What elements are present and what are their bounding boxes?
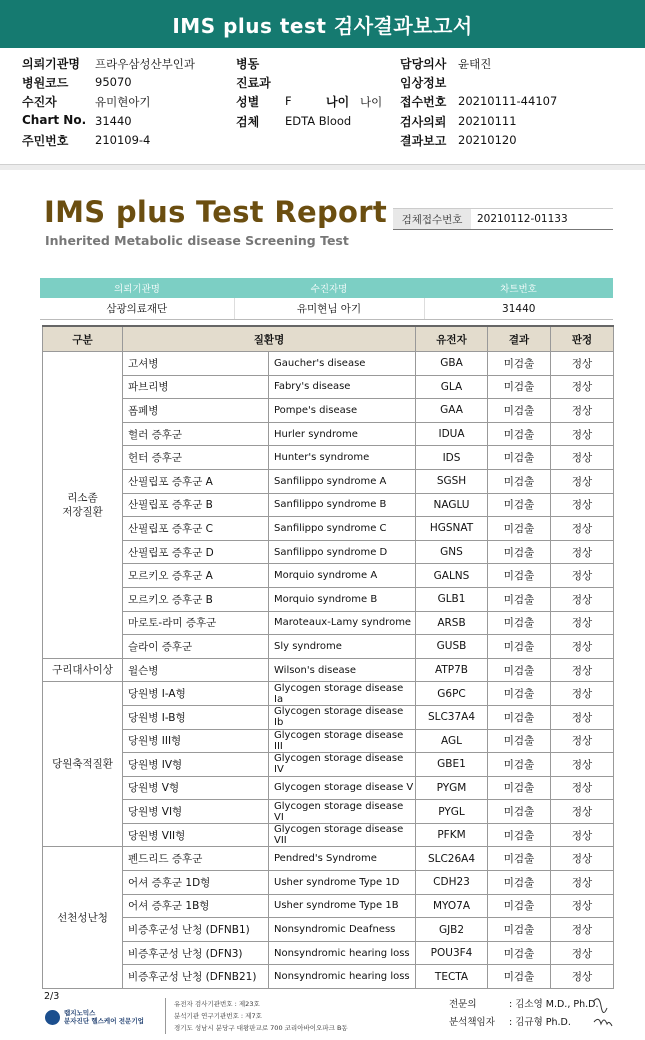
table-row <box>43 611 614 635</box>
disease-korean-cell: 산필립포 증후군 C <box>123 517 269 541</box>
accession-value: 20210112-01133 <box>477 213 568 225</box>
table-row <box>43 941 614 965</box>
specimen-label: 검체 <box>236 115 260 129</box>
category-cell: 선천성난청 <box>43 847 123 989</box>
disease-korean-cell: 마로토-라미 증후군 <box>123 611 269 635</box>
patient-info-block <box>22 55 632 155</box>
result-cell: 미검출 <box>488 894 551 918</box>
institution-details <box>165 998 348 1034</box>
disease-korean-cell: 어셔 증후군 1D형 <box>123 871 269 895</box>
table-row <box>43 540 614 564</box>
patient-header-name: 수진자명 <box>234 278 424 298</box>
disease-english-cell: Usher syndrome Type 1B <box>269 894 416 918</box>
disease-korean-cell: 산필립포 증후군 D <box>123 540 269 564</box>
dept-label: 진료과 <box>236 76 271 90</box>
disease-english-cell: Nonsyndromic hearing loss <box>269 941 416 965</box>
judgement-cell: 정상 <box>551 422 614 446</box>
result-cell: 미검출 <box>488 422 551 446</box>
gene-cell: AGL <box>416 729 488 753</box>
company-logo-text <box>64 1009 144 1025</box>
result-cell: 미검출 <box>488 753 551 777</box>
disease-korean-cell: 어셔 증후군 1B형 <box>123 894 269 918</box>
disease-korean-cell: 헐러 증후군 <box>123 422 269 446</box>
handwritten-signature <box>590 992 616 1032</box>
disease-korean-cell: 고셔병 <box>123 352 269 376</box>
disease-english-cell: Nonsyndromic Deafness <box>269 918 416 942</box>
table-row <box>43 493 614 517</box>
gene-cell: IDS <box>416 446 488 470</box>
result-cell: 미검출 <box>488 682 551 706</box>
sex-value: F <box>285 94 292 108</box>
disease-english-cell: Nonsyndromic hearing loss <box>269 965 416 989</box>
disease-english-cell: Pendred's Syndrome <box>269 847 416 871</box>
judgement-cell: 정상 <box>551 399 614 423</box>
disease-english-cell: Glycogen storage disease Ib <box>269 705 416 729</box>
doctor-label: 담당의사 <box>400 57 447 71</box>
disease-english-cell: Glycogen storage disease IV <box>269 753 416 777</box>
table-row <box>43 375 614 399</box>
result-cell: 미검출 <box>488 941 551 965</box>
table-row <box>43 517 614 541</box>
patient-name: 유미현님 아기 <box>234 298 424 320</box>
category-cell: 구리대사이상 <box>43 658 123 682</box>
gene-cell: TECTA <box>416 965 488 989</box>
chart-no-label: Chart No. <box>22 113 87 127</box>
judgement-cell: 정상 <box>551 847 614 871</box>
table-row <box>43 682 614 706</box>
judgement-cell: 정상 <box>551 776 614 800</box>
gene-cell: GAA <box>416 399 488 423</box>
receipt-no-label: 접수번호 <box>400 95 447 109</box>
judgement-cell: 정상 <box>551 729 614 753</box>
specialist-name: : 김소영 M.D., Ph.D. <box>509 999 599 1010</box>
judgement-cell: 정상 <box>551 564 614 588</box>
footer-line: 경기도 성남시 분당구 대왕판교로 700 코리아바이오파크 B동 <box>174 1024 348 1032</box>
result-cell: 미검출 <box>488 493 551 517</box>
patient-summary-table <box>40 278 613 320</box>
table-row <box>43 800 614 824</box>
table-row <box>43 422 614 446</box>
judgement-cell: 정상 <box>551 823 614 847</box>
gene-cell: SLC37A4 <box>416 705 488 729</box>
judgement-cell: 정상 <box>551 753 614 777</box>
disease-english-cell: Wilson's disease <box>269 658 416 682</box>
recipient-value: 유미현아기 <box>95 95 151 109</box>
judgement-cell: 정상 <box>551 469 614 493</box>
specimen-value: EDTA Blood <box>285 114 352 128</box>
result-cell: 미검출 <box>488 776 551 800</box>
result-cell: 미검출 <box>488 399 551 423</box>
gene-cell: CDH23 <box>416 871 488 895</box>
footer-line: 유전자 검사기관번호 : 제23호 <box>174 1000 260 1008</box>
chart-no-value: 31440 <box>95 114 132 128</box>
gene-cell: G6PC <box>416 682 488 706</box>
hospital-code-label: 병원코드 <box>22 76 69 90</box>
col-header-judgement: 판정 <box>551 326 614 352</box>
disease-korean-cell: 당원병 IV형 <box>123 753 269 777</box>
result-cell: 미검출 <box>488 375 551 399</box>
judgement-cell: 정상 <box>551 375 614 399</box>
gene-cell: GUSB <box>416 635 488 659</box>
result-cell: 미검출 <box>488 871 551 895</box>
col-header-gene: 유전자 <box>416 326 488 352</box>
table-row <box>43 894 614 918</box>
receipt-no-value: 20210111-44107 <box>458 94 558 108</box>
result-cell: 미검출 <box>488 564 551 588</box>
disease-english-cell: Pompe's disease <box>269 399 416 423</box>
judgement-cell: 정상 <box>551 918 614 942</box>
company-logo-icon <box>45 1010 60 1025</box>
gene-cell: GLB1 <box>416 587 488 611</box>
table-row <box>43 564 614 588</box>
judgement-cell: 정상 <box>551 658 614 682</box>
disease-korean-cell: 비증후군성 난청 (DFNB1) <box>123 918 269 942</box>
disease-korean-cell: 당원병 V형 <box>123 776 269 800</box>
judgement-cell: 정상 <box>551 352 614 376</box>
disease-korean-cell: 모르키오 증후군 A <box>123 564 269 588</box>
disease-english-cell: Glycogen storage disease III <box>269 729 416 753</box>
document-title: IMS plus test 검사결과보고서 <box>0 0 645 48</box>
table-row <box>43 847 614 871</box>
judgement-cell: 정상 <box>551 611 614 635</box>
table-row <box>43 776 614 800</box>
col-header-result: 결과 <box>488 326 551 352</box>
result-cell: 미검출 <box>488 658 551 682</box>
patient-chart: 31440 <box>424 298 613 320</box>
footer-line: 분석기관 연구기관번호 : 제7호 <box>174 1012 262 1020</box>
table-row <box>43 352 614 376</box>
disease-english-cell: Gaucher's disease <box>269 352 416 376</box>
results-table <box>42 325 614 989</box>
disease-korean-cell: 파브리병 <box>123 375 269 399</box>
disease-english-cell: Sanfilippo syndrome B <box>269 493 416 517</box>
disease-english-cell: Sanfilippo syndrome C <box>269 517 416 541</box>
result-cell: 미검출 <box>488 729 551 753</box>
disease-korean-cell: 당원병 III형 <box>123 729 269 753</box>
result-cell: 미검출 <box>488 800 551 824</box>
col-header-disease: 질환명 <box>123 326 416 352</box>
gene-cell: ATP7B <box>416 658 488 682</box>
report-title: IMS plus Test Report <box>44 195 387 229</box>
result-cell: 미검출 <box>488 965 551 989</box>
result-cell: 미검출 <box>488 469 551 493</box>
gene-cell: PYGM <box>416 776 488 800</box>
table-row <box>43 965 614 989</box>
disease-korean-cell: 폼페병 <box>123 399 269 423</box>
gene-cell: MYO7A <box>416 894 488 918</box>
disease-english-cell: Morquio syndrome A <box>269 564 416 588</box>
page-number: 2/3 <box>44 991 60 1002</box>
col-header-category: 구분 <box>43 326 123 352</box>
gene-cell: ARSB <box>416 611 488 635</box>
disease-korean-cell: 산필립포 증후군 A <box>123 469 269 493</box>
recipient-label: 수진자 <box>22 95 57 109</box>
result-cell: 미검출 <box>488 352 551 376</box>
disease-english-cell: Glycogen storage disease VI <box>269 800 416 824</box>
category-cell: 당원축적질환 <box>43 682 123 847</box>
gene-cell: GJB2 <box>416 918 488 942</box>
resident-no-label: 주민번호 <box>22 134 69 148</box>
institution-value: 프라우삼성산부인과 <box>95 57 195 71</box>
gene-cell: HGSNAT <box>416 517 488 541</box>
result-cell: 미검출 <box>488 823 551 847</box>
result-cell: 미검출 <box>488 517 551 541</box>
disease-english-cell: Morquio syndrome B <box>269 587 416 611</box>
judgement-cell: 정상 <box>551 965 614 989</box>
disease-english-cell: Glycogen storage disease V <box>269 776 416 800</box>
disease-korean-cell: 당원병 I-A형 <box>123 682 269 706</box>
disease-korean-cell: 펜드리드 증후군 <box>123 847 269 871</box>
accession-label: 검체접수번호 <box>393 209 471 229</box>
disease-korean-cell: 슬라이 증후군 <box>123 635 269 659</box>
disease-korean-cell: 당원병 VI형 <box>123 800 269 824</box>
request-value: 20210111 <box>458 114 517 128</box>
result-cell: 미검출 <box>488 587 551 611</box>
gene-cell: IDUA <box>416 422 488 446</box>
patient-header-institution: 의뢰기관명 <box>40 278 234 298</box>
analyst-label: 분석책임자 <box>449 1017 495 1028</box>
disease-english-cell: Usher syndrome Type 1D <box>269 871 416 895</box>
result-cell: 미검출 <box>488 705 551 729</box>
disease-english-cell: Glycogen storage disease VII <box>269 823 416 847</box>
result-cell: 미검출 <box>488 918 551 942</box>
table-row <box>43 446 614 470</box>
hospital-code-value: 95070 <box>95 75 132 89</box>
disease-english-cell: Fabry's disease <box>269 375 416 399</box>
gene-cell: GNS <box>416 540 488 564</box>
judgement-cell: 정상 <box>551 446 614 470</box>
disease-korean-cell: 산필립포 증후군 B <box>123 493 269 517</box>
disease-korean-cell: 윌슨병 <box>123 658 269 682</box>
disease-english-cell: Maroteaux-Lamy syndrome <box>269 611 416 635</box>
disease-english-cell: Glycogen storage disease Ia <box>269 682 416 706</box>
disease-english-cell: Sanfilippo syndrome D <box>269 540 416 564</box>
report-page <box>0 170 645 1040</box>
patient-header-chart: 차트번호 <box>424 278 613 298</box>
age-label: 나이 <box>326 95 350 109</box>
table-row <box>43 918 614 942</box>
signatures <box>449 996 598 1032</box>
gene-cell: GBE1 <box>416 753 488 777</box>
judgement-cell: 정상 <box>551 682 614 706</box>
disease-english-cell: Hurler syndrome <box>269 422 416 446</box>
judgement-cell: 정상 <box>551 894 614 918</box>
age-value: 나이 <box>360 95 383 109</box>
logo-line2: 분자진단 헬스케어 전문기업 <box>64 1017 144 1025</box>
judgement-cell: 정상 <box>551 800 614 824</box>
table-row <box>43 823 614 847</box>
gene-cell: SGSH <box>416 469 488 493</box>
table-row <box>43 635 614 659</box>
report-label: 결과보고 <box>400 134 447 148</box>
result-cell: 미검출 <box>488 847 551 871</box>
disease-korean-cell: 헌터 증후군 <box>123 446 269 470</box>
resident-no-value: 210109-4 <box>95 133 151 147</box>
gene-cell: POU3F4 <box>416 941 488 965</box>
report-footer <box>0 988 645 1040</box>
report-subtitle: Inherited Metabolic disease Screening Test <box>45 233 349 248</box>
table-row <box>43 399 614 423</box>
gene-cell: GLA <box>416 375 488 399</box>
gene-cell: GALNS <box>416 564 488 588</box>
result-cell: 미검출 <box>488 611 551 635</box>
judgement-cell: 정상 <box>551 540 614 564</box>
judgement-cell: 정상 <box>551 493 614 517</box>
table-row <box>43 729 614 753</box>
judgement-cell: 정상 <box>551 587 614 611</box>
gene-cell: NAGLU <box>416 493 488 517</box>
disease-korean-cell: 당원병 I-B형 <box>123 705 269 729</box>
results-body <box>43 352 614 989</box>
clinical-label: 임상정보 <box>400 76 447 90</box>
judgement-cell: 정상 <box>551 705 614 729</box>
ward-label: 병동 <box>236 57 260 71</box>
patient-institution: 삼광의료재단 <box>40 298 234 320</box>
disease-korean-cell: 비증후군성 난청 (DFN3) <box>123 941 269 965</box>
disease-korean-cell: 당원병 VII형 <box>123 823 269 847</box>
institution-label: 의뢰기관명 <box>22 57 80 71</box>
disease-english-cell: Sanfilippo syndrome A <box>269 469 416 493</box>
judgement-cell: 정상 <box>551 941 614 965</box>
gene-cell: SLC26A4 <box>416 847 488 871</box>
disease-korean-cell: 모르키오 증후군 B <box>123 587 269 611</box>
gene-cell: GBA <box>416 352 488 376</box>
report-value: 20210120 <box>458 133 517 147</box>
logo-line1: 랩지노믹스 <box>64 1009 96 1017</box>
doctor-value: 윤태진 <box>458 57 492 71</box>
result-cell: 미검출 <box>488 540 551 564</box>
table-row <box>43 587 614 611</box>
table-row <box>43 658 614 682</box>
specialist-label: 전문의 <box>449 999 477 1010</box>
gene-cell: PYGL <box>416 800 488 824</box>
table-row <box>43 753 614 777</box>
judgement-cell: 정상 <box>551 635 614 659</box>
result-cell: 미검출 <box>488 635 551 659</box>
judgement-cell: 정상 <box>551 517 614 541</box>
analyst-name: : 김규형 Ph.D. <box>509 1017 571 1028</box>
accession-box <box>393 208 613 230</box>
request-label: 검사의뢰 <box>400 115 447 129</box>
table-row <box>43 871 614 895</box>
disease-english-cell: Sly syndrome <box>269 635 416 659</box>
gene-cell: PFKM <box>416 823 488 847</box>
judgement-cell: 정상 <box>551 871 614 895</box>
disease-korean-cell: 비증후군성 난청 (DFNB21) <box>123 965 269 989</box>
table-row <box>43 469 614 493</box>
category-cell: 리소좀 저장질환 <box>43 352 123 659</box>
sex-label: 성별 <box>236 95 260 109</box>
table-row <box>43 705 614 729</box>
disease-english-cell: Hunter's syndrome <box>269 446 416 470</box>
result-cell: 미검출 <box>488 446 551 470</box>
